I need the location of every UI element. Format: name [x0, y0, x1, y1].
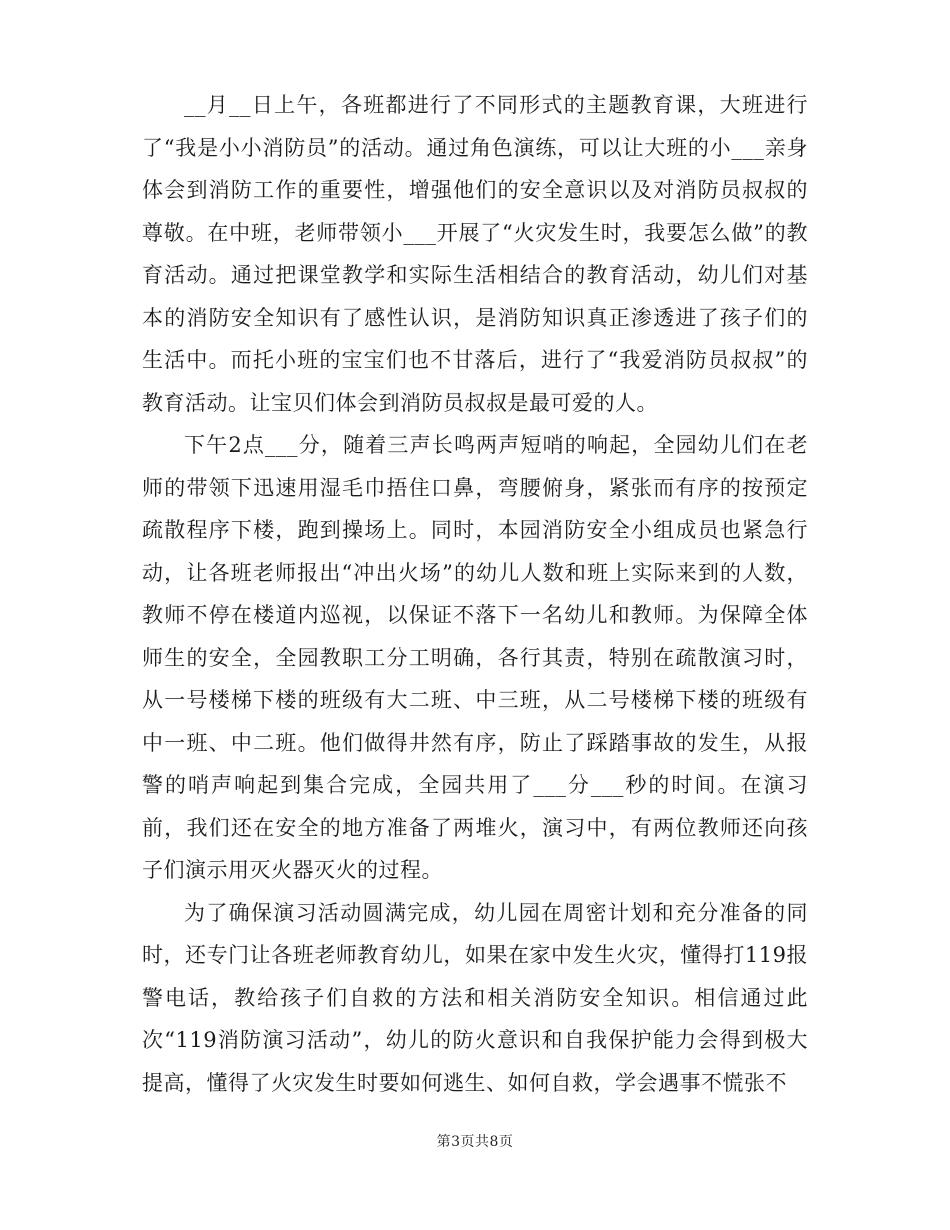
page-number-footer: 第3页共8页 — [436, 1134, 514, 1150]
paragraph-1: __月__日上午，各班都进行了不同形式的主题教育课，大班进行了“我是小小消防员”的活动。通过角色演练，可以让大班的小___亲身体会到消防工作的重要性，增强他们的安全意识以及对消防员叔叔的尊敬。在中班，老师带领小___开展了“火灾发生时，我要怎么做”的教育活动。通过把课堂教学和实际生活相结合的教育活动，幼儿们对基本的消防安全知识有了感性认识，是消防知识真正渗透进了孩子们的生活中。而托小班的宝宝们也不甘落后，进行了“我爱消防员叔叔”的教育活动。让宝贝们体会到消防员叔叔是最可爱的人。 — [142, 93, 808, 415]
document-body — [142, 84, 808, 1104]
paragraph-3: 为了确保演习活动圆满完成，幼儿园在周密计划和充分准备的同时，还专门让各班老师教育幼儿，如果在家中发生火灾，懂得打119报警电话，教给孩子们自救的方法和相关消防安全知识。相信通过此次“119消防演习活动”，幼儿的防火意识和自我保护能力会得到极大提高，懂得了火灾发生时要如何逃生、如何自救，学会遇事不慌张不 — [142, 900, 808, 1095]
paragraph-2: 下午2点___分，随着三声长鸣两声短哨的响起，全园幼儿们在老师的带领下迅速用湿毛巾捂住口鼻，弯腰俯身，紧张而有序的按预定疏散程序下楼，跑到操场上。同时，本园消防安全小组成员也紧急行动，让各班老师报出“冲出火场”的幼儿人数和班上实际来到的人数，教师不停在楼道内巡视，以保证不落下一名幼儿和教师。为保障全体师生的安全，全园教职工分工明确，各行其责，特别在疏散演习时，从一号楼梯下楼的班级有大二班、中三班，从二号楼梯下楼的班级有中一班、中二班。他们做得井然有序，防止了踩踏事故的发生，从报警的哨声响起到集合完成，全园共用了___分___秒的时间。在演习前，我们还在安全的地方准备了两堆火，演习中，有两位教师还向孩子们演示用灭火器灭火的过程。 — [142, 433, 808, 882]
